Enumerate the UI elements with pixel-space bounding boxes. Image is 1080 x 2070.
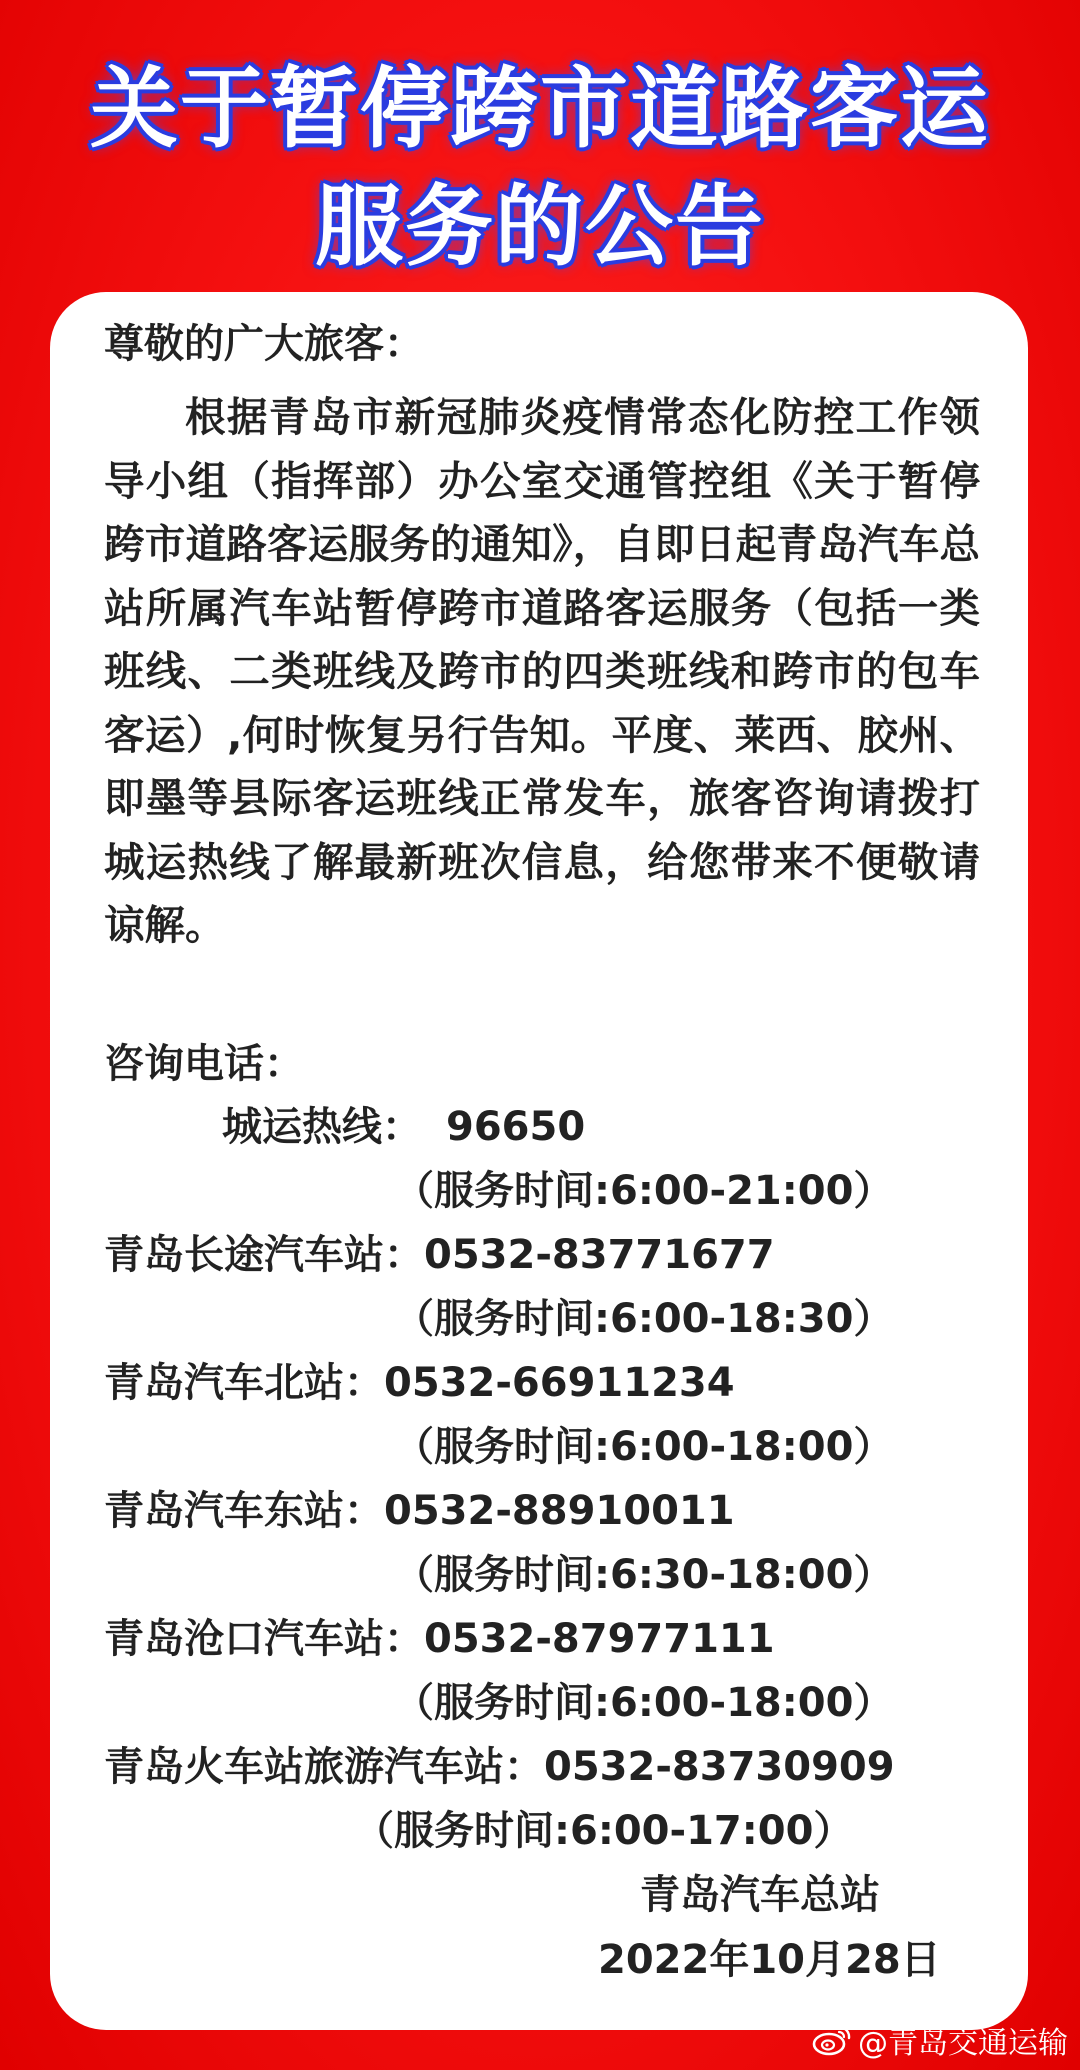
contact-phone: 0532-83771677 [424, 1232, 775, 1278]
contact-phone: 0532-88910011 [384, 1488, 735, 1534]
contact-row [104, 1615, 775, 1663]
notice-body: 根据青岛市新冠肺炎疫情常态化防控工作领导小组（指挥部）办公室交通管控组《关于暂停跨市道路客运服务的通知》，自即日起青岛汽车总站所属汽车站暂停跨市道路客运服务（包括一类班线、二类班线及跨市的四类班线和跨市的包车客运）,何时恢复另行告知。平度、莱西、胶州、即墨等县际客运班线正常发车，旅客咨询请拨打城运热线了解最新班次信息，给您带来不便敬请谅解。 [104, 393, 980, 949]
contact-name: 青岛长途汽车站： [104, 1232, 424, 1278]
contact-name: 青岛火车站旅游汽车站： [104, 1744, 544, 1790]
greeting: 尊敬的广大旅客： [104, 321, 424, 367]
contact-row [104, 1231, 775, 1279]
contact-name: 青岛汽车北站： [104, 1360, 384, 1406]
notice-date: 2022年10月28日 [598, 1937, 941, 1983]
contact-hours: （服务时间:6:30-18:00） [394, 1552, 894, 1598]
contact-hours: （服务时间:6:00-18:00） [394, 1424, 894, 1470]
contact-phone: 0532-83730909 [544, 1744, 895, 1790]
contact-phone: 96650 [446, 1104, 586, 1150]
contact-heading: 咨询电话： [104, 1041, 304, 1087]
contact-hours: （服务时间:6:00-18:30） [394, 1296, 894, 1342]
contact-hours: （服务时间:6:00-17:00） [354, 1808, 854, 1854]
title-line-2: 服务的公告 [314, 175, 765, 278]
signature: 青岛汽车总站 [640, 1872, 880, 1918]
contact-hours: （服务时间:6:00-18:00） [394, 1680, 894, 1726]
contact-phone: 0532-66911234 [384, 1360, 735, 1406]
notice-title [0, 50, 1080, 286]
weibo-watermark [812, 2018, 1068, 2062]
contact-row [104, 1743, 895, 1791]
weibo-icon [812, 2023, 852, 2057]
contact-hours: （服务时间:6:00-21:00） [394, 1168, 894, 1214]
contact-name: 青岛沧口汽车站： [104, 1616, 424, 1662]
watermark-text: @青岛交通运输 [858, 2026, 1068, 2061]
contact-phone: 0532-87977111 [424, 1616, 775, 1662]
title-line-1: 关于暂停跨市道路客运 [89, 57, 990, 160]
contact-row [104, 1487, 735, 1535]
contact-row [104, 1359, 735, 1407]
contact-name: 城运热线： [222, 1104, 422, 1150]
contact-name: 青岛汽车东站： [104, 1488, 384, 1534]
contact-row [222, 1103, 585, 1151]
